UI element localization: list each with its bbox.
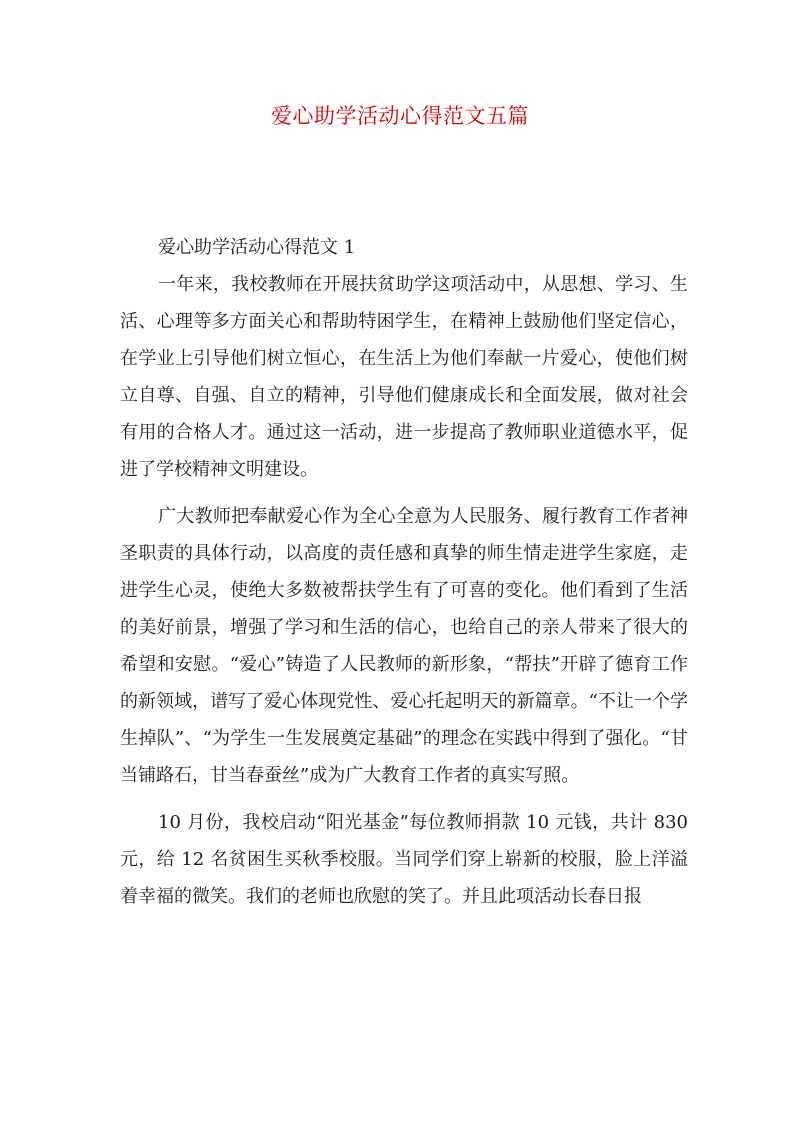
body-paragraph: 10 月份，我校启动“阳光基金”每位教师捐款 10 元钱，共计 830 元，给 12 名贫困生买秋季校服。当同学们穿上崭新的校服，脸上洋溢着幸福的微笑。我们的老师也欣慰的笑了。并且此项活动长春日报 [120, 812, 688, 907]
document-body [120, 229, 688, 925]
section-heading: 爱心助学活动心得范文 1 [158, 237, 356, 258]
body-paragraph: 广大教师把奉献爱心作为全心全意为人民服务、履行教育工作者神圣职责的具体行动，以高度的责任感和真挚的师生情走进学生家庭，走进学生心灵，使绝大多数被帮扶学生有了可喜的变化。他们看到了生活的美好前景，增强了学习和生活的信心，也给自己的亲人带来了很大的希望和安慰。“爱心”铸造了人民教师的新形象，“帮扶”开辟了德育工作的新领域，谱写了爱心体现党性、爱心托起明天的新篇章。“不让一个学生掉队”、“为学生一生发展奠定基础”的理念在实践中得到了强化。“甘当铺路石，甘当春蚕丝”成为广大教育工作者的真实写照。 [120, 506, 688, 786]
body-paragraph: 一年来，我校教师在开展扶贫助学这项活动中，从思想、学习、生活、心理等多方面关心和帮助特困学生，在精神上鼓励他们坚定信心，在学业上引导他们树立恒心，在生活上为他们奉献一片爱心，使他们树立自尊、自强、自立的精神，引导他们健康成长和全面发展，做对社会有用的合格人才。通过这一活动，进一步提高了教师职业道德水平，促进了学校精神文明建设。 [120, 274, 688, 480]
document-title: 爱心助学活动心得范文五篇 [271, 104, 529, 128]
